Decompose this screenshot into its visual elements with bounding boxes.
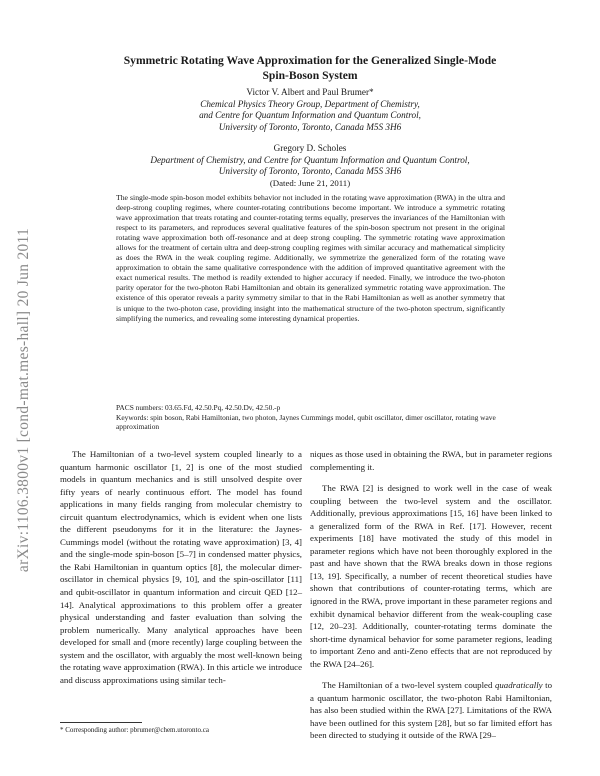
footnote-divider — [60, 722, 142, 723]
body-text: The Hamiltonian of a two-level system coupled — [322, 680, 495, 691]
date-line: (Dated: June 21, 2011) — [269, 178, 351, 188]
paper-title-line2: Spin-Boson System — [262, 69, 358, 82]
body-paragraph — [310, 679, 552, 742]
body-paragraph: The Hamiltonian of a two-level system coupled linearly to a quantum harmonic oscillator [1, 2] is one of the most studied models in quantum mechanics and is still unsolved despite over fifty years of nearly continuous effort. The model has found applications in many fields ranging from molecular chemistry to circuit quantum electrodynamics, which is evident when one lists the different pseudonyms for it in the literature: the Jaynes-Cummings model (without the rotating wave approximation) [3, 4] and the single-mode spin-boson [5–7] in condensed matter physics, the Rabi Hamiltonian in quantum optics [8], the molecular dimer-oscillator in chemical physics [9, 10], and the spin-oscillator [11] and qubit-oscillator in quantum information and circuit QED [12–14]. Analytical approximations to this problem offer a greater physical understanding and faster evaluation than solving the problem numerically. Many analytical approaches have been developed for small and (more recently) large coupling between the system and the oscillator, with arguably the most well-known being the rotating wave approximation (RWA). In this article we introduce and discuss approximations using similar tech- — [60, 449, 302, 685]
abstract: The single-mode spin-boson model exhibits behavior not included in the rotating wave approximation (RWA) in the ultra and deep-strong coupling regimes, where counter-rotating contributions become important. We introduce a symmetric rotating wave approximation that treats rotating and counter-rotating terms equally, preserves the invariances of the Hamiltonian with respect to its parameters, and reproduces several qualitative features of the spin-boson spectrum not present in the original rotating wave approximation both off-resonance and at deep strong coupling. The symmetric rotating wave approximation allows for the treatment of certain ultra and deep-strong coupling regimes with similar accuracy and mathematical simplicity as does the RWA in the weak coupling regime. Additionally, we symmetrize the generalized form of the rotating wave approximation to obtain the same qualitative correspondence with the addition of improved quantitative agreement with the exact numerical results. The method is readily extended to higher accuracy if needed. Finally, we introduce the two-photon parity operator for the two-photon Rabi Hamiltonian and obtain its generalized symmetric rotating wave approximation. The existence of this operator reveals a parity symmetry similar to that in the Rabi Hamiltonian as well as another symmetry that is unique to the two-photon case, providing insight into the mathematical structure of the two-photon spectrum, significantly simplifying the numerics, and revealing some interesting dynamical properties. — [116, 193, 505, 323]
pacs-numbers: PACS numbers: 03.65.Fd, 42.50.Pq, 42.50.Dv, 42.50.-p — [116, 403, 281, 412]
body-text: to a quantum harmonic oscillator, the two-photon Rabi Hamiltonian, has also been studied within the RWA [27]. Limitations of the RWA have been outlined for this system [28], but so far limited effort has been directed to studying it outside of the RWA [29– — [310, 680, 553, 741]
body-paragraph-continued: niques as those used in obtaining the RWA, but in parameter regions complementing it. — [310, 449, 552, 472]
arxiv-identifier-stamp — [6, 150, 42, 650]
affiliation-2-line2: University of Toronto, Toronto, Canada M5S 3H6 — [218, 166, 402, 176]
emphasized-text: quadratically — [494, 680, 543, 691]
paper-title — [60, 53, 560, 83]
body-paragraph: The RWA [2] is designed to work well in the case of weak coupling between the two-level system and the oscillator. Additionally, previous approximations [15, 16] have been linked to a generalized form of the RWA in Ref. [17]. However, recent experiments [18] have motivated the study of this model in parameter regions which have not been thoroughly explored in the past and have shown that the RWA breaks down in those regions [13, 19]. Specifically, a number of recent theoretical studies have shown that contributions of counter-rotating terms, which are ignored in the RWA, prove important in these parameter regions and exhibit dynamical behavior different from the weak-coupling case [12, 20–23]. Additionally, counter-rotating terms dominate the short-time dynamical behavior for some parameter regions, leading to important Zeno and anti-Zeno effects that are not reproduced by the RWA [24–26]. — [310, 483, 552, 669]
affiliation-1-line2: and Centre for Quantum Information and Quantum Control, — [199, 110, 421, 120]
footnote-corresponding-author: * Corresponding author: pbrumer@chem.utoronto.ca — [60, 726, 209, 734]
arxiv-identifier: arXiv:1106.3800v1 [cond-mat.mes-hall] 20 Jun 2011 — [15, 227, 33, 573]
body-column-right — [310, 448, 552, 742]
paper-title-line1: Symmetric Rotating Wave Approximation for the Generalized Single-Mode — [123, 54, 497, 67]
author-block-2 — [60, 143, 560, 178]
body-column-left — [60, 448, 302, 686]
author-block-1 — [60, 87, 560, 133]
pacs-keywords-block — [116, 403, 505, 432]
affiliation-2-line1: Department of Chemistry, and Centre for Quantum Information and Quantum Control, — [150, 154, 470, 165]
affiliation-1-line1: Chemical Physics Theory Group, Department of Chemistry, — [200, 98, 420, 109]
affiliation-1-line3: University of Toronto, Toronto, Canada M5S 3H6 — [218, 121, 402, 132]
author-names-2: Gregory D. Scholes — [273, 143, 347, 153]
keywords: Keywords: spin boson, Rabi Hamiltonian, two photon, Jaynes Cummings model, qubit oscillator, dimer oscillator, rotating wave approximation — [116, 412, 496, 432]
author-names-1: Victor V. Albert and Paul Brumer* — [246, 87, 374, 97]
